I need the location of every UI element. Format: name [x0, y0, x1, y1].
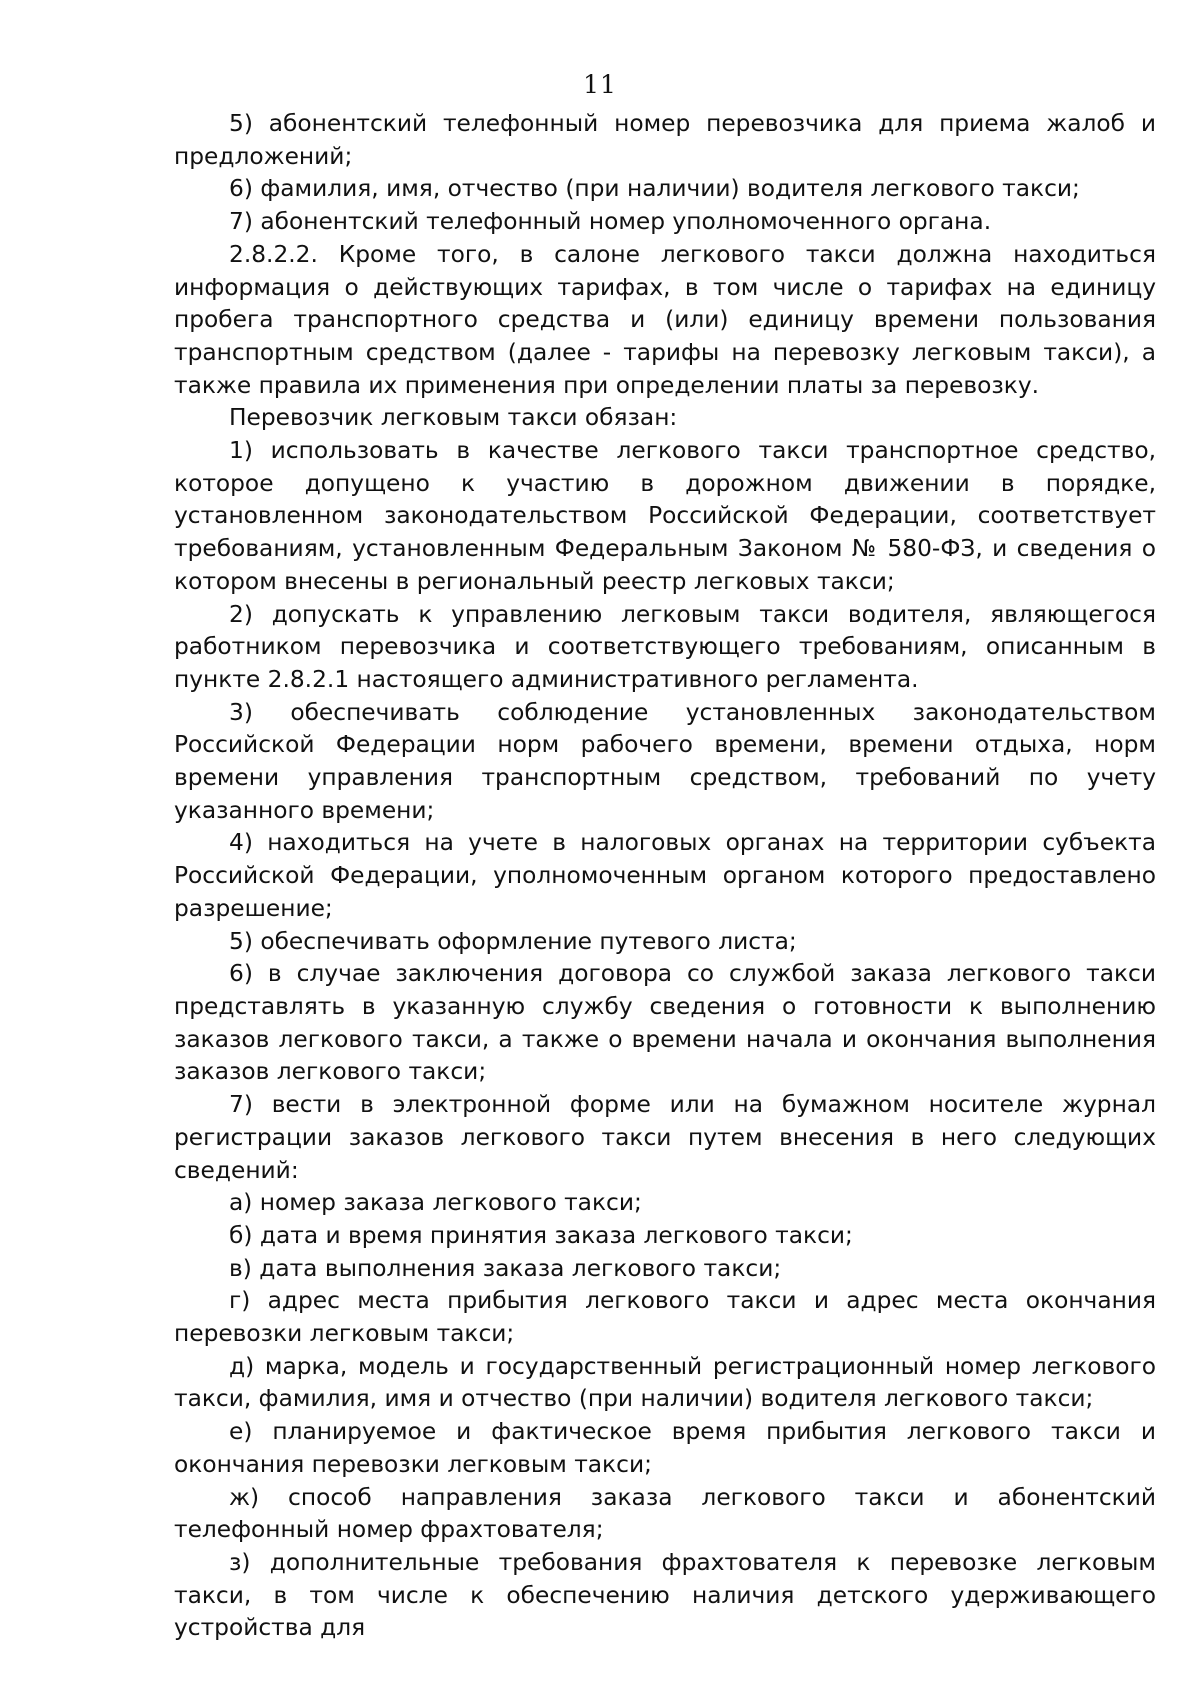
paragraph-journal-g: г) адрес места прибытия легкового такси и адрес места окончания перевозки легковым такси; — [174, 1287, 1156, 1348]
paragraph-obligation-4: 4) находиться на учете в налоговых органах на территории субъекта Российской Федерации, уполномоченным органом которого предоставлено разрешение; — [174, 829, 1156, 922]
paragraph-journal-zh: ж) способ направления заказа легкового такси и абонентский телефонный номер фрахтователя; — [174, 1483, 1156, 1544]
paragraph-obligation-7: 7) вести в электронной форме или на бумажном носителе журнал регистрации заказов легкового такси путем внесения в него следующих сведений: — [174, 1091, 1156, 1184]
paragraph-tariff-info: 2.8.2.2. Кроме того, в салоне легкового такси должна находиться информация о действующих тарифах, в том числе о тарифах на единицу пробега транспортного средства и (или) единицу времени пользования транспортным средством (далее - тарифы на перевозку легковым такси), а также правила их применения при определении платы за перевозку. — [174, 240, 1156, 399]
paragraph-journal-z: з) дополнительные требования фрахтователя к перевозке легковым такси, в том числе к обеспечению наличия детского удерживающего устройства для — [174, 1548, 1156, 1642]
paragraph-journal-v: в) дата выполнения заказа легкового такси; — [229, 1254, 782, 1282]
paragraph-carrier-obligations-heading: Перевозчик легковым такси обязан: — [229, 404, 678, 432]
paragraph-obligation-3: 3) обеспечивать соблюдение установленных законодательством Российской Федерации норм рабочего времени, времени отдыха, норм времени управления транспортным средством, требований по учету указанного времени; — [174, 698, 1156, 824]
paragraph-journal-d: д) марка, модель и государственный регистрационный номер легкового такси, фамилия, имя и отчество (при наличии) водителя легкового такси; — [174, 1352, 1156, 1413]
paragraph-journal-b: б) дата и время принятия заказа легкового такси; — [229, 1221, 853, 1249]
paragraph-item-7: 7) абонентский телефонный номер уполномоченного органа. — [229, 208, 992, 236]
paragraph-item-6: 6) фамилия, имя, отчество (при наличии) водителя легкового такси; — [229, 175, 1080, 203]
page-number: 11 — [583, 70, 617, 99]
paragraph-obligation-6: 6) в случае заключения договора со службой заказа легкового такси представлять в указанную службу сведения о готовности к выполнению заказов легкового такси, а также о времени начала и окончания выполнения заказов легкового такси; — [174, 960, 1156, 1086]
paragraph-obligation-1: 1) использовать в качестве легкового такси транспортное средство, которое допущено к участию в дорожном движении в порядке, установленном законодательством Российской Федерации, соответствует требованиям, установленным Федеральным Законом № 580-ФЗ, и сведения о котором внесены в региональный реестр легковых такси; — [174, 437, 1156, 595]
document-body — [174, 108, 1156, 1645]
paragraph-obligation-2: 2) допускать к управлению легковым такси водителя, являющегося работником перевозчика и соответствующего требованиям, описанным в пункте 2.8.2.1 настоящего административного регламента. — [174, 600, 1156, 693]
paragraph-item-5: 5) абонентский телефонный номер перевозчика для приема жалоб и предложений; — [174, 110, 1156, 170]
paragraph-obligation-5: 5) обеспечивать оформление путевого листа; — [229, 927, 797, 955]
paragraph-journal-e: е) планируемое и фактическое время прибытия легкового такси и окончания перевозки легковым такси; — [174, 1418, 1156, 1478]
paragraph-journal-a: а) номер заказа легкового такси; — [229, 1189, 642, 1217]
